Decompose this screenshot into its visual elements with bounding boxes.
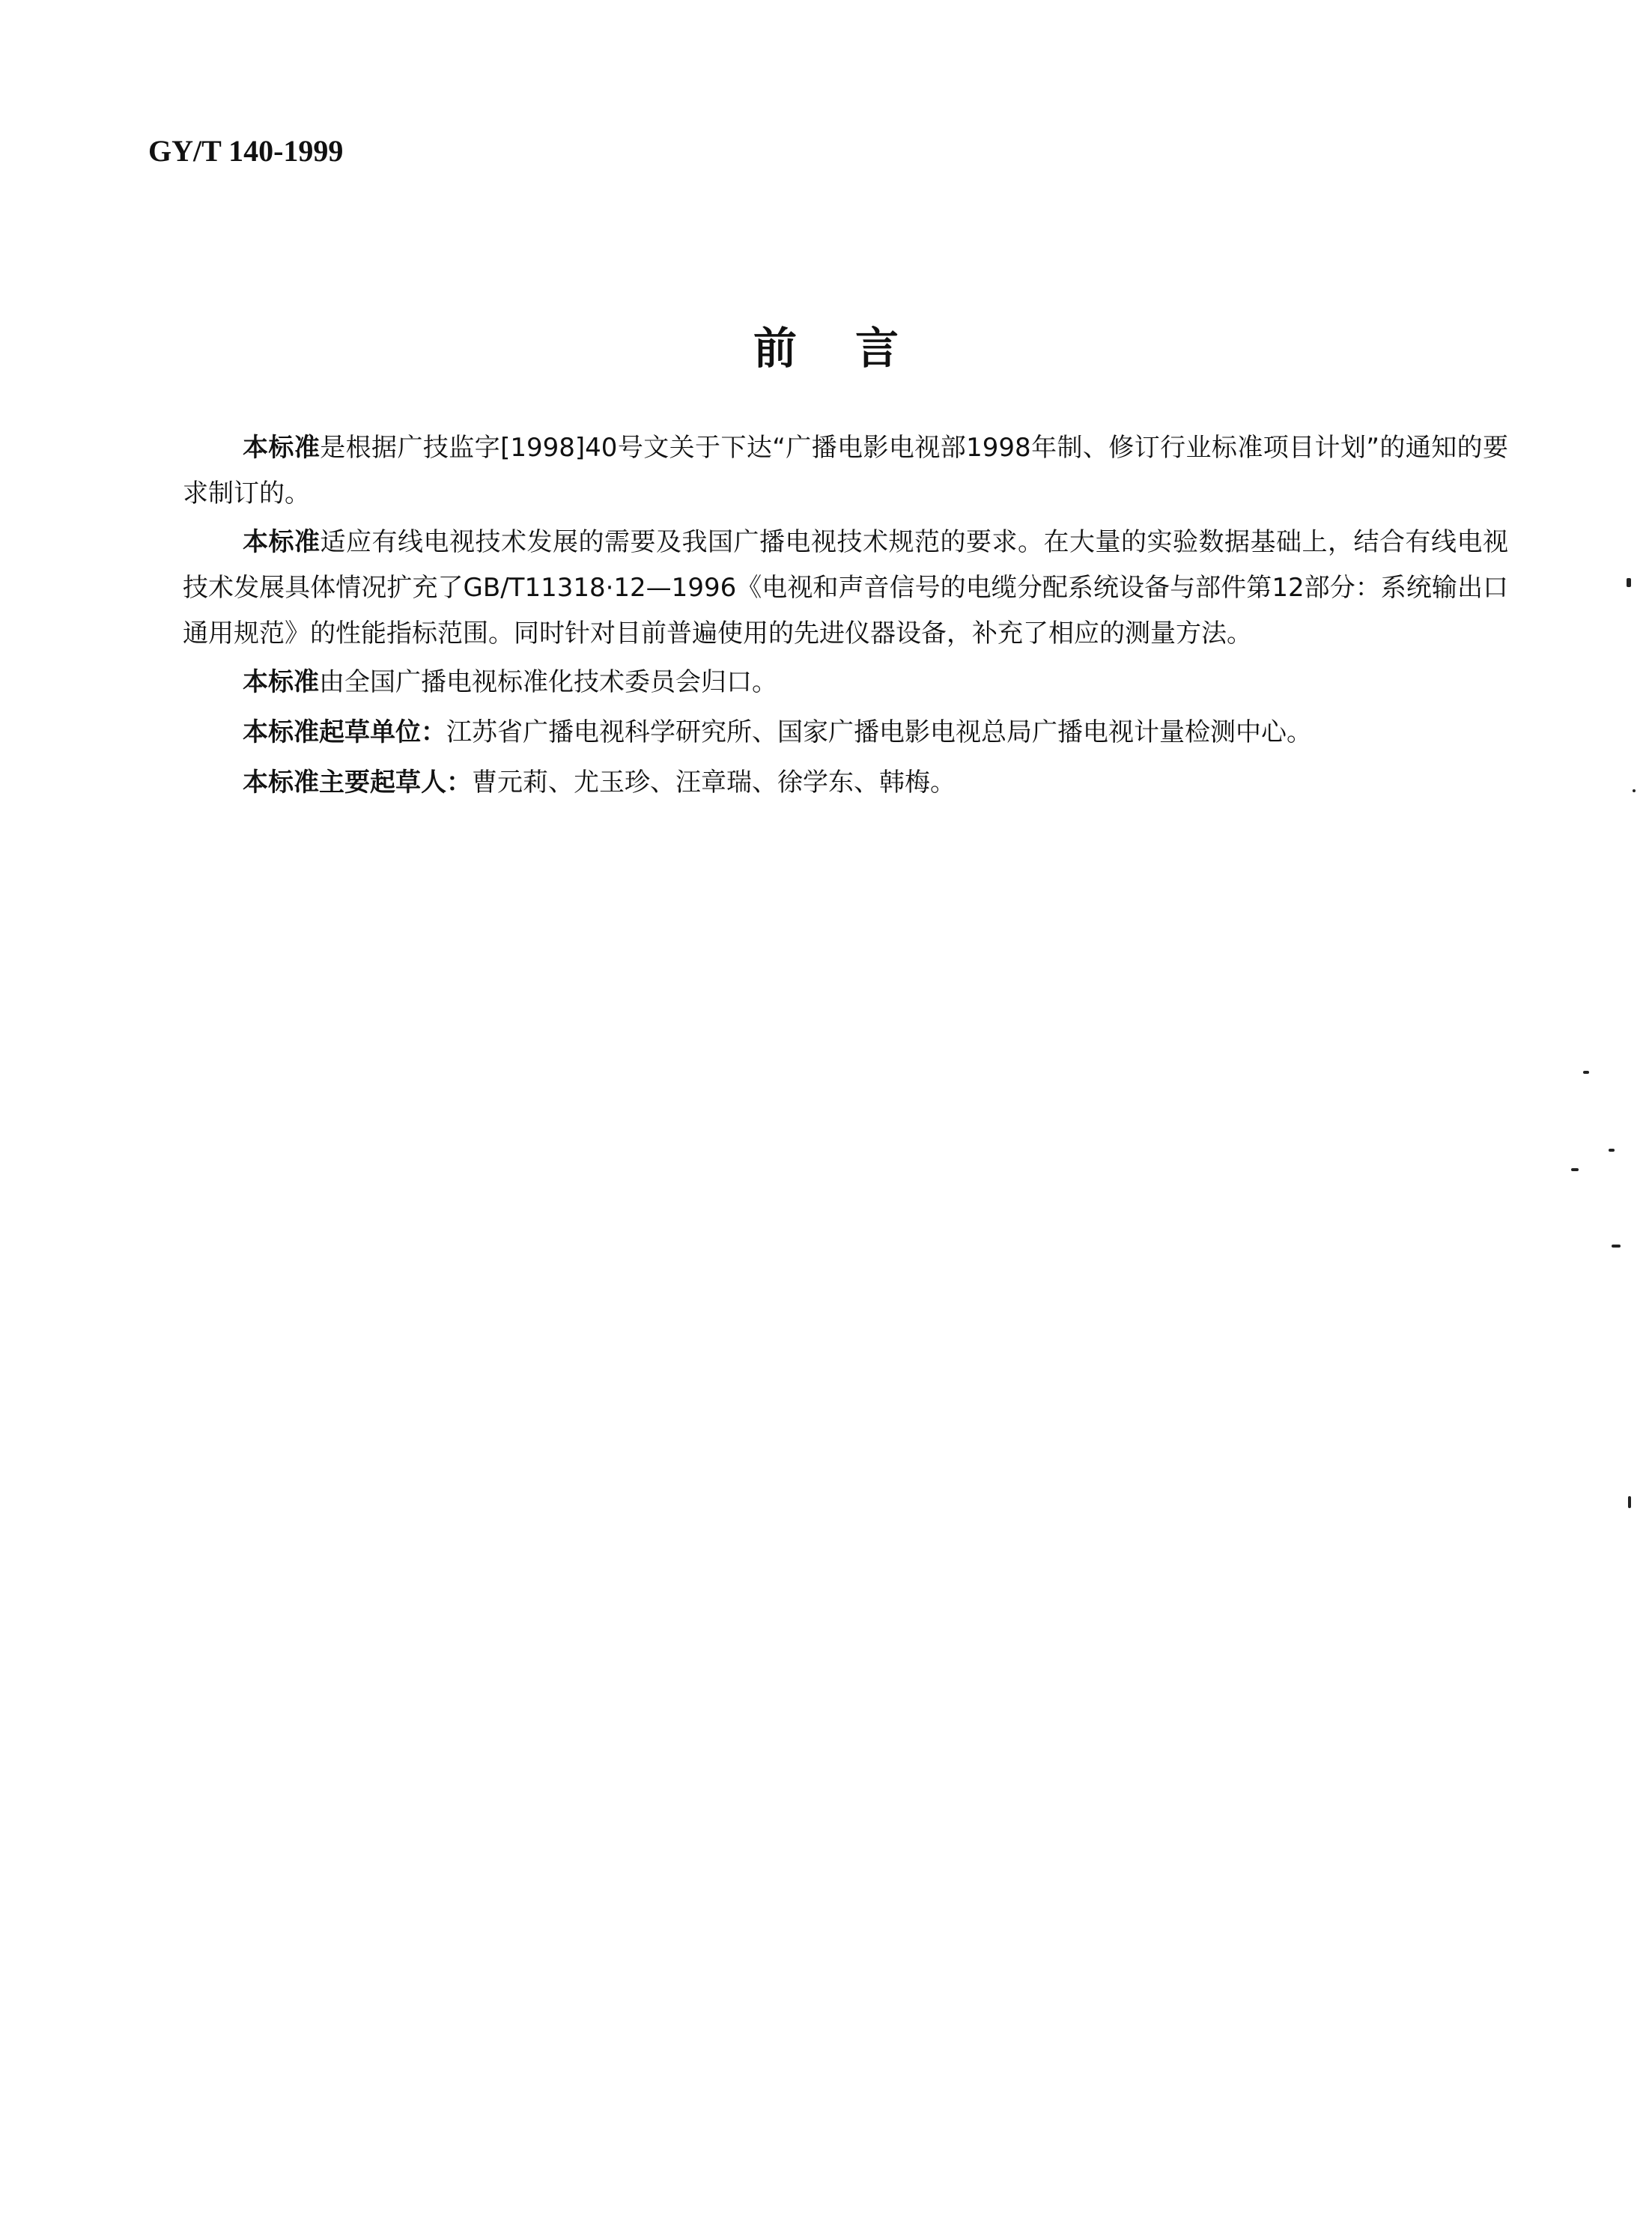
scan-speck — [1583, 1071, 1589, 1074]
paragraph-lead: 本标准 — [243, 433, 321, 463]
paragraph-text: 江苏省广播电视科学研究所、国家广播电影电视总局广播电视计量检测中心。 — [446, 717, 1312, 747]
scan-speck — [1571, 1168, 1579, 1171]
paragraph-text: 曹元莉、尤玉珍、汪章瑞、徐学东、韩梅。 — [472, 768, 956, 798]
foreword-title: 前言 — [753, 323, 957, 374]
paragraph-drafting-units — [183, 710, 1508, 756]
paragraph-lead: 本标准 — [243, 527, 321, 557]
paragraph-lead: 本标准 — [243, 667, 319, 697]
scan-speck — [1609, 1149, 1615, 1152]
paragraph-text: 适应有线电视技术发展的需要及我国广播电视技术规范的要求。在大量的实验数据基础上，结合有线电视技术发展具体情况扩充了GB/T11318·12—1996《电视和声音信号的电缆分配系统设备与部件第12部分：系统输出口通用规范》的性能指标范围。同时针对目前普遍使用的先进仪器设备，补充了相应的测量方法。 — [183, 527, 1508, 648]
document-code: GY/T 140-1999 — [148, 134, 344, 168]
paragraph-lead: 本标准起草单位： — [243, 717, 446, 747]
foreword-body — [183, 425, 1508, 806]
paragraph-drafters — [183, 760, 1508, 806]
scan-speck — [1627, 578, 1631, 587]
paragraph-lead: 本标准主要起草人： — [243, 768, 472, 798]
paragraph-text: 由全国广播电视标准化技术委员会归口。 — [319, 667, 777, 697]
paragraph-text: 是根据广技监字[1998]40号文关于下达“广播电影电视部1998年制、修订行业标准项目计划”的通知的要求制订的。 — [183, 433, 1509, 508]
scan-speck — [1612, 1245, 1621, 1248]
paragraph-scope — [183, 520, 1508, 657]
paragraph-committee — [183, 660, 1508, 705]
scan-speck — [1633, 789, 1636, 792]
scan-speck — [1628, 1496, 1631, 1508]
paragraph-basis — [183, 425, 1508, 517]
